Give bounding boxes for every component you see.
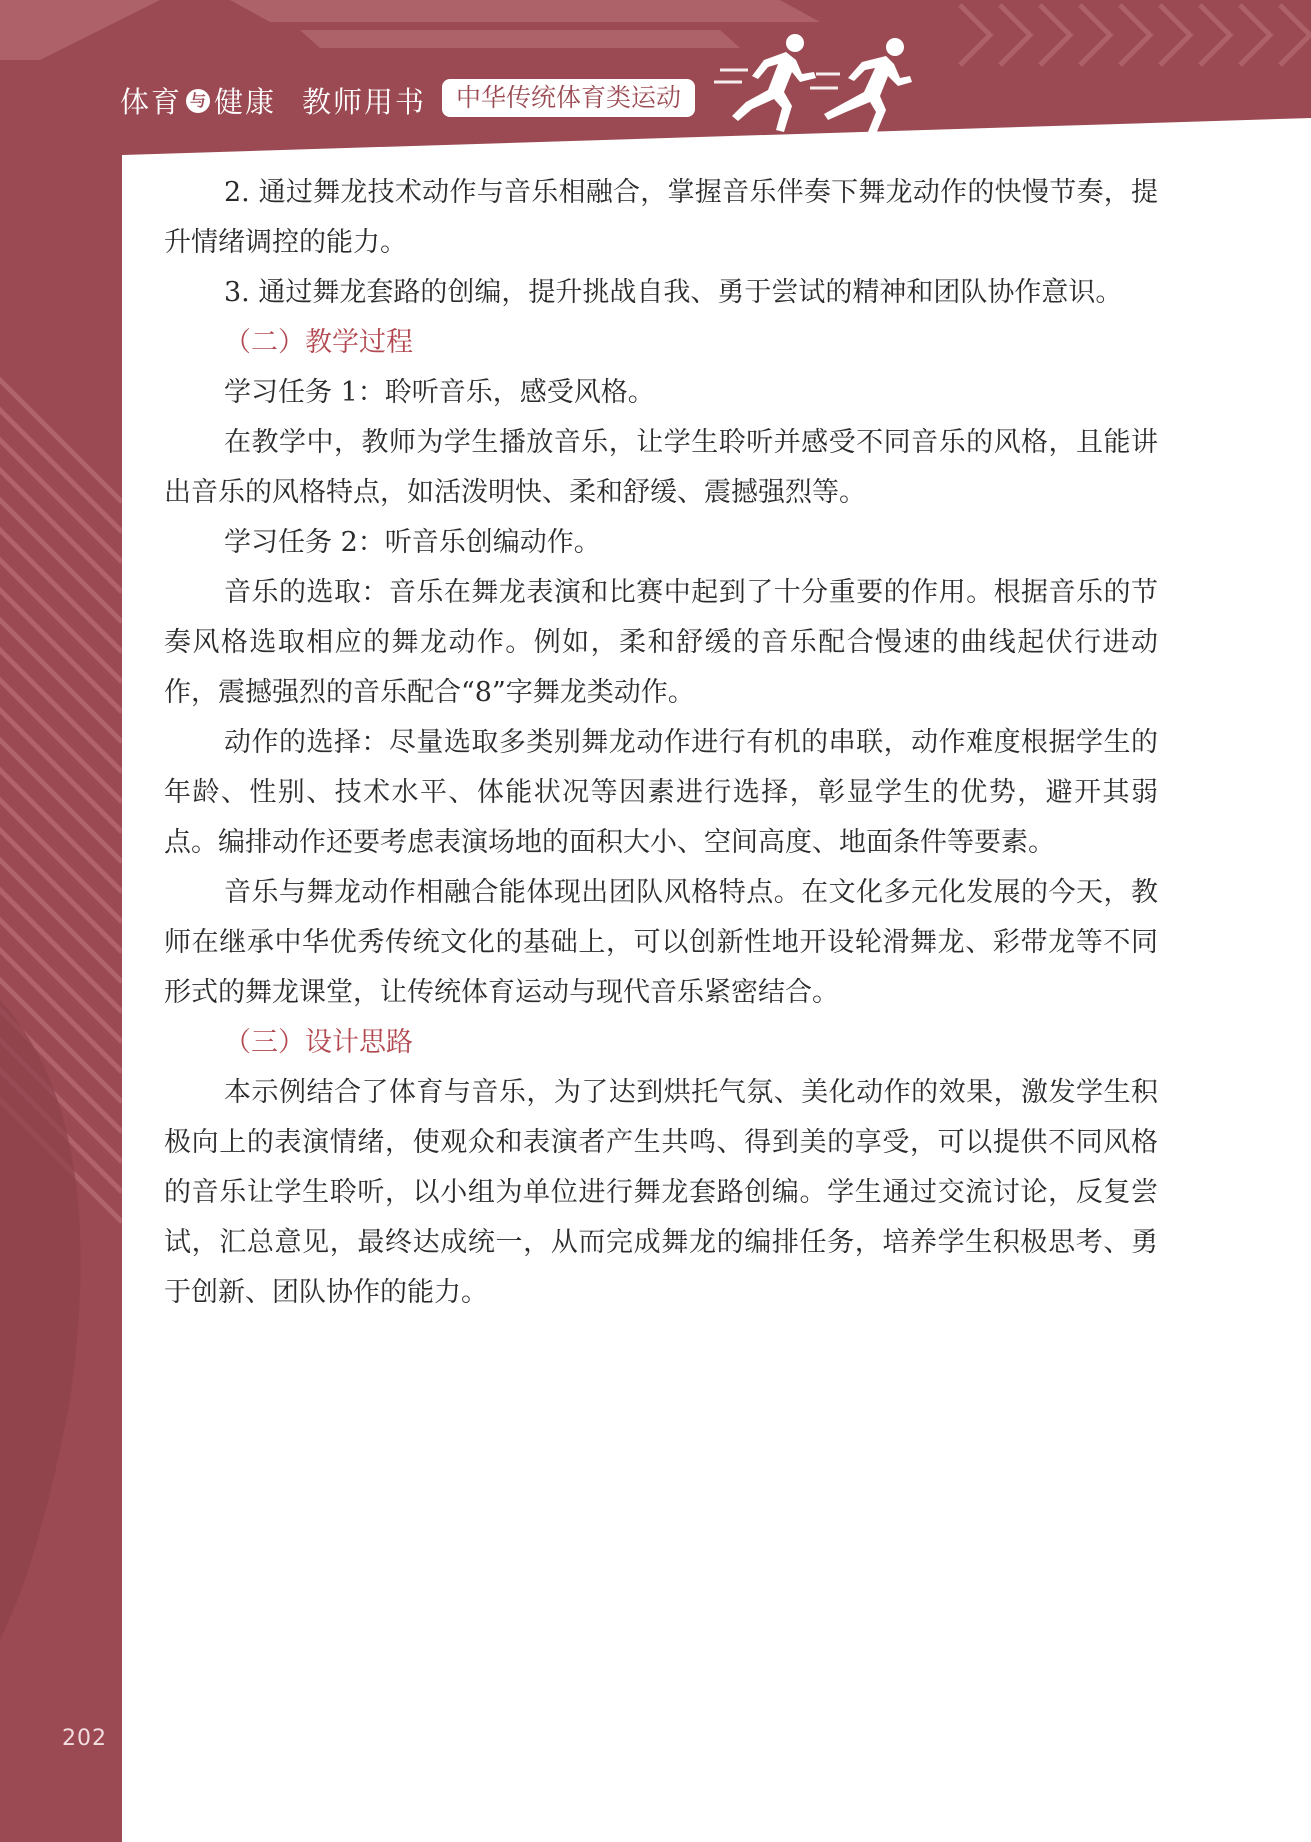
book-type: 教师用书 — [302, 85, 427, 119]
main-content — [164, 168, 1158, 1318]
section-heading: （三）设计思路 — [224, 1027, 413, 1058]
page-header — [0, 0, 1311, 165]
paragraph: 3. 通过舞龙套路的创编，提升挑战自我、勇于尝试的精神和团队协作意识。 — [224, 277, 1123, 308]
running-figures-icon — [712, 30, 917, 135]
paragraph: 动作的选择：尽量选取多类别舞龙动作进行有机的串联，动作难度根据学生的年龄、性别、技术水平、体能状况等因素进行选择，彰显学生的优势，避开其弱点。编排动作还要考虑表演场地的面积大小、空间高度、地面条件等要素。 — [164, 727, 1158, 858]
series-title — [120, 80, 426, 121]
paragraph: 音乐的选取：音乐在舞龙表演和比赛中起到了十分重要的作用。根据音乐的节奏风格选取相应的舞龙动作。例如，柔和舒缓的音乐配合慢速的曲线起伏行进动作，震撼强烈的音乐配合“8”字舞龙类动作。 — [164, 577, 1158, 708]
series-title-part2: 健康 — [214, 85, 277, 119]
left-band-decoration — [0, 0, 122, 1842]
paragraph: 学习任务 1：聆听音乐，感受风格。 — [224, 377, 655, 408]
paragraph: 本示例结合了体育与音乐，为了达到烘托气氛、美化动作的效果，激发学生积极向上的表演情绪，使观众和表演者产生共鸣、得到美的享受，可以提供不同风格的音乐让学生聆听，以小组为单位进行舞龙套路创编。学生通过交流讨论，反复尝试，汇总意见，最终达成统一，从而完成舞龙的编排任务，培养学生积极思考、勇于创新、团队协作的能力。 — [164, 1077, 1158, 1308]
paragraph: 音乐与舞龙动作相融合能体现出团队风格特点。在文化多元化发展的今天，教师在继承中华优秀传统文化的基础上，可以创新性地开设轮滑舞龙、彩带龙等不同形式的舞龙课堂，让传统体育运动与现代音乐紧密结合。 — [164, 877, 1158, 1008]
paragraph: 2. 通过舞龙技术动作与音乐相融合，掌握音乐伴奏下舞龙动作的快慢节奏，提升情绪调控的能力。 — [164, 177, 1158, 258]
page-number: 202 — [62, 1726, 107, 1751]
paragraph: 在教学中，教师为学生播放音乐，让学生聆听并感受不同音乐的风格，且能讲出音乐的风格特点，如活泼明快、柔和舒缓、震撼强烈等。 — [164, 427, 1158, 508]
series-title-part1: 体育 — [120, 85, 183, 119]
section-heading: （二）教学过程 — [224, 327, 413, 358]
paragraph: 学习任务 2：听音乐创编动作。 — [224, 527, 601, 558]
chapter-tag: 中华传统体育类运动 — [442, 79, 695, 117]
series-and-badge: 与 — [186, 89, 210, 113]
